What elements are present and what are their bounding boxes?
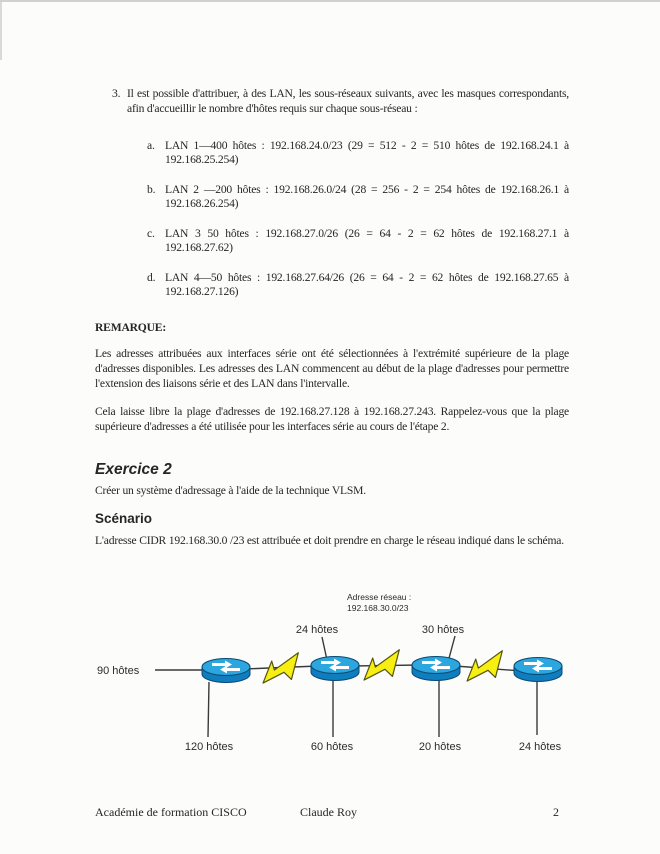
lan-link-top-r2 — [322, 637, 327, 660]
item-text: LAN 4—50 hôtes : 192.168.27.64/26 (26 = 64 - 2 = 62 hôtes de 192.168.27.65 à 192.168.27.126) — [165, 271, 569, 298]
footer-page-number: 2 — [553, 805, 559, 819]
list-item — [147, 227, 569, 255]
list-item — [147, 139, 569, 167]
list-item — [147, 183, 569, 211]
router-icon — [311, 657, 359, 681]
item-intro-text: Il est possible d'attribuer, à des LAN, les sous-réseaux suivants, avec les masques correspondants, afin d'accueillir le nombre d'hôtes requis sur chaque sous-réseau : — [127, 87, 569, 115]
numbered-item-3 — [95, 86, 569, 116]
exercice-2-description: Créer un système d'adressage à l'aide de la technique VLSM. — [95, 484, 366, 497]
hosts-label-bottom-r4: 24 hôtes — [518, 741, 562, 753]
lan-link-bottom-r1 — [208, 682, 209, 737]
remarque-heading: REMARQUE: — [95, 321, 166, 334]
list-item — [147, 271, 569, 299]
footer-organization: Académie de formation CISCO — [95, 805, 247, 819]
lightning-bolt-icon — [460, 645, 513, 691]
network-address-value: 192.168.30.0/23 — [347, 603, 409, 613]
scan-artifact-left — [0, 0, 2, 60]
item-letter: d. — [147, 271, 156, 284]
page-footer — [95, 805, 569, 821]
item-number: 3. — [112, 87, 121, 100]
item-text: LAN 2 —200 hôtes : 192.168.26.0/24 (28 = 256 - 2 = 254 hôtes de 192.168.26.1 à 192.168.26.254) — [165, 183, 569, 210]
remarque-paragraph-2: Cela laisse libre la plage d'adresses de 192.168.27.128 à 192.168.27.243. Rappelez-vous que la plage supérieure d'adresses a été utilisée pour les interfaces série au cours de l'étape 2. — [95, 405, 569, 433]
scan-artifact-top — [0, 0, 660, 2]
router-icon — [514, 658, 562, 682]
router-icon — [202, 659, 250, 683]
item-text: LAN 1—400 hôtes : 192.168.24.0/23 (29 = 512 - 2 = 510 hôtes de 192.168.24.1 à 192.168.25.254) — [165, 139, 569, 166]
hosts-label-bottom-r1: 120 hôtes — [184, 741, 234, 753]
router-icon — [412, 657, 460, 681]
item-letter: b. — [147, 183, 156, 196]
document-body — [95, 86, 569, 548]
hosts-label-top-r2: 24 hôtes — [295, 624, 339, 636]
item-text: LAN 3 50 hôtes : 192.168.27.0/26 (26 = 64 - 2 = 62 hôtes de 192.168.27.1 à 192.168.27.62) — [165, 227, 569, 254]
hosts-label-bottom-r3: 20 hôtes — [418, 741, 462, 753]
network-topology-diagram — [0, 583, 660, 783]
scenario-description: L'adresse CIDR 192.168.30.0 /23 est attribuée et doit prendre en charge le réseau indiqué dans le schéma. — [95, 534, 564, 547]
footer-author: Claude Roy — [300, 805, 357, 819]
hosts-label-bottom-r2: 60 hôtes — [310, 741, 354, 753]
lightning-bolt-icon — [256, 647, 309, 693]
lettered-sublist — [95, 139, 569, 299]
item-letter: a. — [147, 139, 155, 152]
hosts-label-top-r3: 30 hôtes — [421, 624, 465, 636]
remarque-paragraph-1: Les adresses attribuées aux interfaces série ont été sélectionnées à l'extrémité supérieure de la plage d'adresses disponibles. Les adresses des LAN commencent au début de la plage d'adresses pour permettre l'extension des liaisons série et des LAN dans l'intervalle. — [95, 347, 569, 390]
network-address-label: Adresse réseau : — [347, 592, 412, 602]
item-letter: c. — [147, 227, 155, 240]
lightning-bolt-icon — [357, 644, 410, 690]
hosts-label-left: 90 hôtes — [97, 665, 140, 677]
scenario-heading: Scénario — [95, 511, 153, 526]
exercice-2-heading: Exercice 2 — [95, 461, 172, 478]
